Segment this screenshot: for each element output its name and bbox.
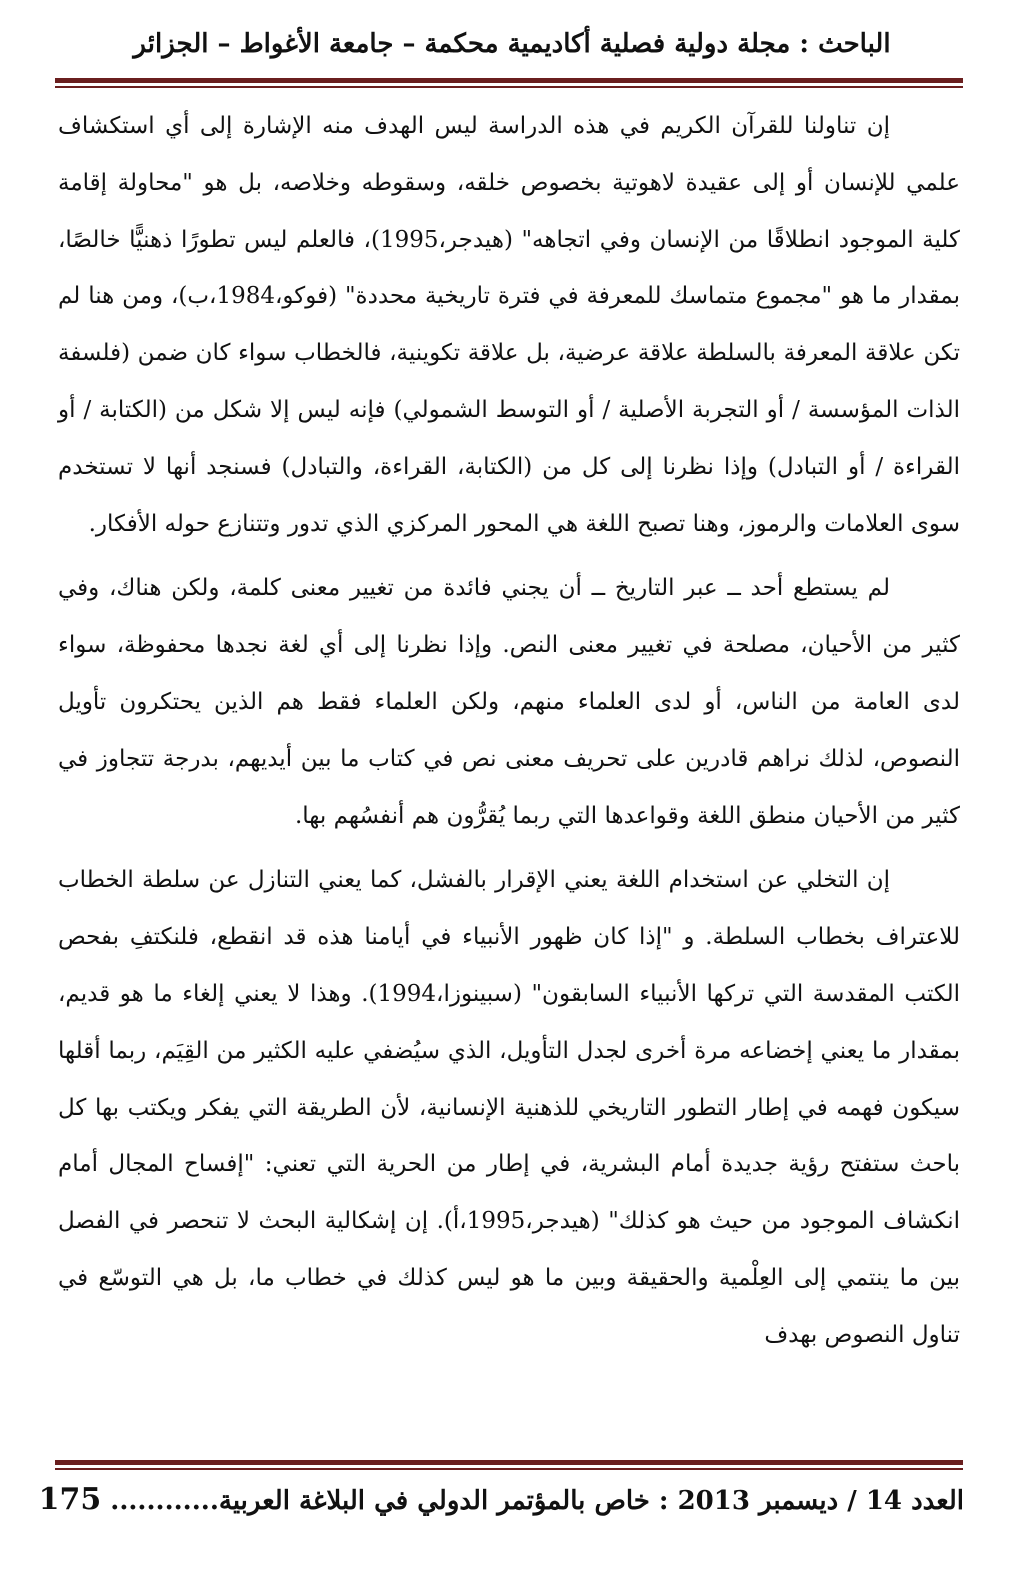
footer-rule-thick xyxy=(55,1460,963,1465)
header-rule-thick xyxy=(55,78,963,83)
running-header: الباحث : مجلة دولية فصلية أكاديمية محكمة – جامعة الأغواط – الجزائر xyxy=(133,29,891,59)
body-text xyxy=(58,98,960,1364)
running-footer xyxy=(38,1478,964,1523)
page-number: 175 xyxy=(38,1482,102,1517)
paragraph-1: إن تناولنا للقرآن الكريم في هذه الدراسة ليس الهدف منه الإشارة إلى أي استكشاف علمي للإنسان أو إلى عقيدة لاهوتية بخصوص خلقه، وسقوطه وخلاصه، بل هو "محاولة إقامة كلية الموجود انطلاقًا من الإنسان وفي اتجاهه" (هيدجر،1995)، فالعلم ليس تطورًا ذهنيًّا خالصًا، بمقدار ما هو "مجموع متماسك للمعرفة في فترة تاريخية محددة" (فوكو،1984،ب)، ومن هنا لم تكن علاقة المعرفة بالسلطة علاقة عرضية، بل علاقة تكوينية، فالخطاب سواء كان ضمن (فلسفة الذات المؤسسة / أو التجربة الأصلية / أو التوسط الشمولي) فإنه ليس إلا شكل من (الكتابة / أو القراءة / أو التبادل) وإذا نظرنا إلى كل من (الكتابة، القراءة، والتبادل) فسنجد أنها لا تستخدم سوى العلامات والرموز، وهنا تصبح اللغة هي المحور المركزي الذي تدور وتتنازع حوله الأفكار. xyxy=(58,113,960,537)
paragraph-2: لم يستطع أحد ــ عبر التاريخ ــ أن يجني فائدة من تغيير معنى كلمة، ولكن هناك، وفي كثير من الأحيان، مصلحة في تغيير معنى النص. وإذا نظرنا إلى أي لغة نجدها محفوظة، سواء لدى العامة من الناس، أو لدى العلماء منهم، ولكن العلماء فقط هم الذين يحتكرون تأويل النصوص، لذلك نراهم قادرين على تحريف معنى نص في كتاب ما بين أيديهم، بدرجة تتجاوز في كثير من الأحيان منطق اللغة وقواعدها التي ربما يُقرُّون هم أنفسُهم بها. xyxy=(58,575,960,829)
paragraph-3: إن التخلي عن استخدام اللغة يعني الإقرار بالفشل، كما يعني التنازل عن سلطة الخطاب للاعتراف بخطاب السلطة. و "إذا كان ظهور الأنبياء في أيامنا هذه قد انقطع، فلنكتفِ بفحص الكتب المقدسة التي تركها الأنبياء السابقون" (سبينوزا،1994). وهذا لا يعني إلغاء ما هو قديم، بمقدار ما يعني إخضاعه مرة أخرى لجدل التأويل، الذي سيُضفي عليه الكثير من القِيَم، ربما أقلها سيكون فهمه في إطار التطور التاريخي للذهنية الإنسانية، لأن الطريقة التي يفكر ويكتب بها كل باحث ستفتح رؤية جديدة أمام البشرية، في إطار من الحرية التي تعني: "إفساح المجال أمام انكشاف الموجود من حيث هو كذلك" (هيدجر،1995،أ). إن إشكالية البحث لا تنحصر في الفصل بين ما ينتمي إلى العِلْمية والحقيقة وبين ما هو ليس كذلك في خطاب ما، بل هي التوسّع في تناول النصوص بهدف xyxy=(58,867,960,1348)
footer-text: العدد 14 / ديسمبر 2013 : خاص بالمؤتمر الدولي في البلاغة العربية............ xyxy=(110,1486,964,1516)
footer-rule-thin xyxy=(55,1468,963,1470)
header-rule-thin xyxy=(55,86,963,88)
